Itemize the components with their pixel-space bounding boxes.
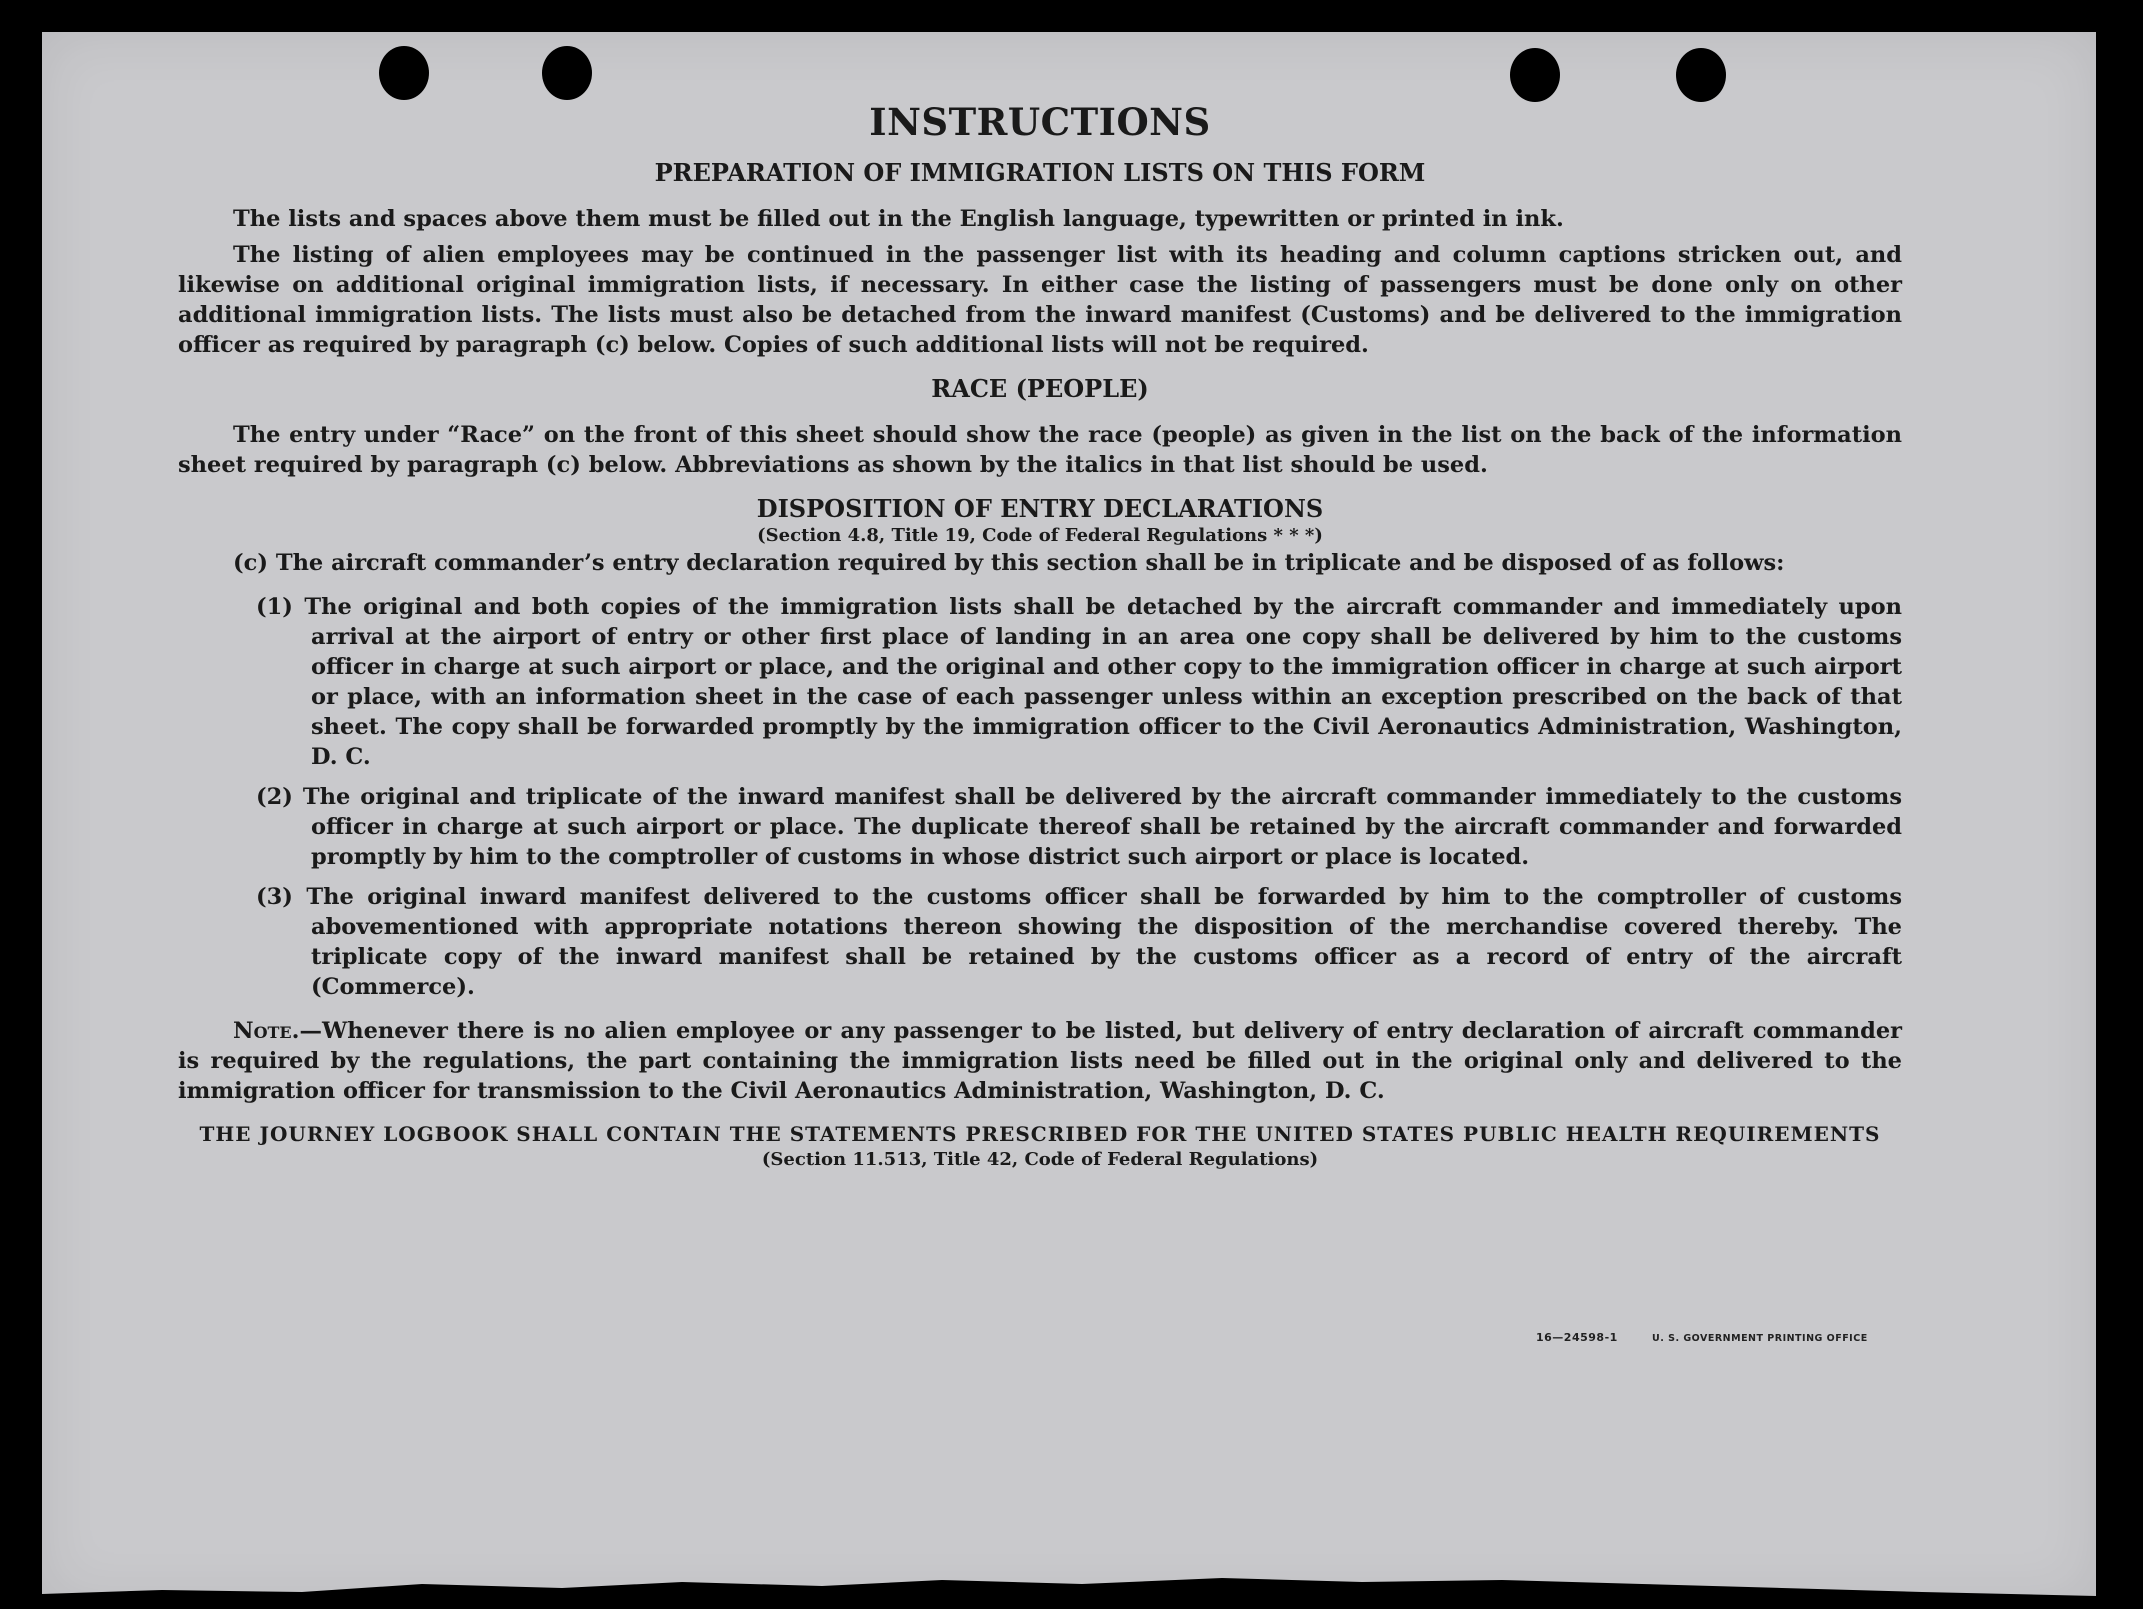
disposition-item-3: (3) The original inward manifest delivered to the customs officer shall be forwarded by him to the comptroller of customs abovementioned with appropriate notations thereon showing the disposition of the merchandise covered thereby. The triplicate copy of the inward manifest shall be retained by the customs officer as a record of entry of the aircraft (Commerce).	[256, 884, 1902, 1000]
disposition-item-2: (2) The original and triplicate of the inward manifest shall be delivered by the aircraft commander immediately to the customs officer in charge at such airport or place. The duplicate thereof shall be retained by the aircraft commander and forwarded promptly by him to the comptroller of customs in whose district such airport or place is located.	[256, 784, 1902, 870]
section-citation: (Section 4.8, Title 19, Code of Federal Regulations * * *)	[757, 525, 1323, 546]
printer-imprint: U. S. GOVERNMENT PRINTING OFFICE	[1652, 1333, 1868, 1344]
torn-edge	[42, 1572, 2096, 1602]
document-title: INSTRUCTIONS	[869, 100, 1211, 144]
section-heading-race: RACE (PEOPLE)	[931, 374, 1149, 403]
instructions-document	[178, 68, 1902, 1172]
section-heading-preparation: PREPARATION OF IMMIGRATION LISTS ON THIS FORM	[654, 158, 1426, 187]
form-number: 16—24598-1	[1536, 1331, 1618, 1344]
disposition-item-1: (1) The original and both copies of the immigration lists shall be detached by the aircraft commander and immediately upon arrival at the airport of entry or other first place of landing in an area one copy shall be delivered by him to the customs officer in charge at such airport or place, and the original and other copy to the immigration officer in charge at such airport or place, with an information sheet in the case of each passenger unless within an exception prescribed on the back of that sheet. The copy shall be forwarded promptly by the immigration officer to the Civil Aeronautics Administration, Washington, D. C.	[256, 594, 1902, 770]
health-requirements-statement: THE JOURNEY LOGBOOK SHALL CONTAIN THE STATEMENTS PRESCRIBED FOR THE UNITED STATES PUBLIC HEALTH REQUIREMENTS	[199, 1122, 1881, 1146]
clause-c: (c) The aircraft commander’s entry declaration required by this section shall be in triplicate and be disposed of as follows:	[233, 550, 1785, 576]
paragraph-alien-employees: The listing of alien employees may be continued in the passenger list with its heading and column captions stricken out, and likewise on additional original immigration lists, if necessary. In either case the listing of passengers must be done only on other additional immigration lists. The lists must also be detached from the inward manifest (Customs) and be delivered to the immigration officer as required by paragraph (c) below. Copies of such additional lists will not be required.	[178, 242, 1902, 358]
note-label: Note.	[233, 1018, 300, 1044]
health-citation: (Section 11.513, Title 42, Code of Federal Regulations)	[761, 1149, 1319, 1170]
note-text: —Whenever there is no alien employee or any passenger to be listed, but delivery of entry declaration of aircraft commander is required by the regulations, the part containing the immigration lists need be filled out in the original only and delivered to the immigration officer for transmission to the Civil Aeronautics Administration, Washington, D. C.	[178, 1018, 1902, 1104]
paragraph-language: The lists and spaces above them must be filled out in the English language, typewritten or printed in ink.	[233, 206, 1564, 232]
note-paragraph	[178, 1016, 1902, 1106]
section-heading-disposition: DISPOSITION OF ENTRY DECLARATIONS	[756, 494, 1324, 523]
paragraph-race: The entry under “Race” on the front of this sheet should show the race (people) as given in the list on the back of the information sheet required by paragraph (c) below. Abbreviations as shown by the italics in that list should be used.	[178, 422, 1902, 478]
